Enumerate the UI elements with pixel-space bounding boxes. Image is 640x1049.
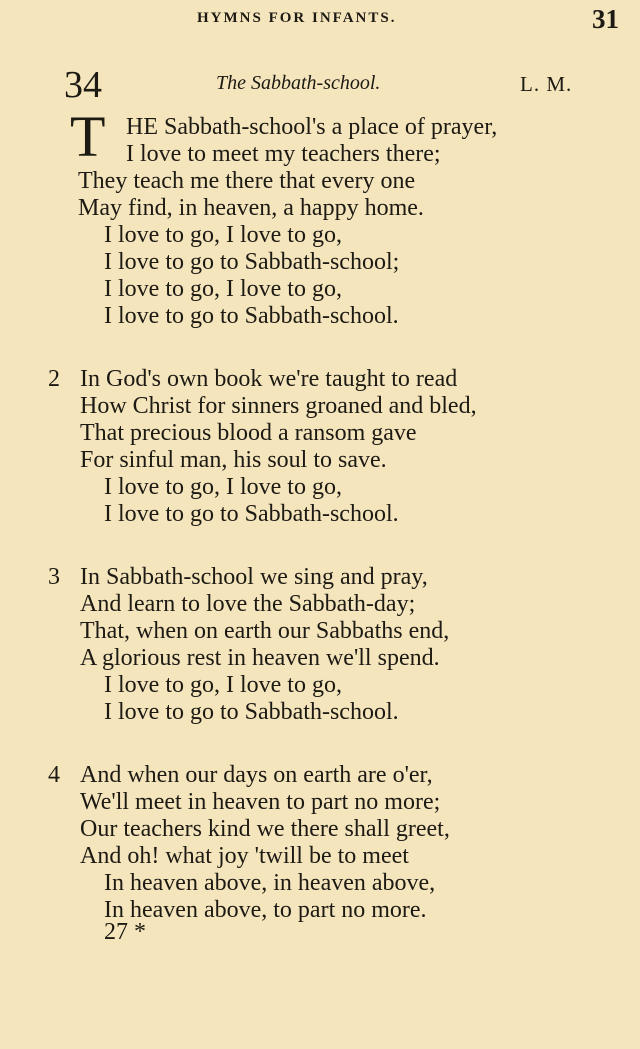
stanza-2-number: 2	[48, 366, 60, 392]
stanza-4-line-6: In heaven above, to part no more.	[104, 897, 427, 923]
hymn-title: The Sabbath-school.	[216, 72, 381, 94]
hymn-meter: L. M.	[520, 72, 573, 96]
stanza-2-line-4: For sinful man, his soul to save.	[80, 447, 387, 473]
stanza-2-line-1: In God's own book we're taught to read	[80, 366, 458, 392]
stanza-4-line-4: And oh! what joy 'twill be to meet	[80, 843, 409, 869]
stanza-1-line-6: I love to go to Sabbath-school;	[104, 249, 400, 275]
stanza-1-line-3: They teach me there that every one	[78, 168, 416, 194]
stanza-1-line-8: I love to go to Sabbath-school.	[104, 303, 399, 329]
stanza-4-line-3: Our teachers kind we there shall greet,	[80, 816, 450, 842]
stanza-2-line-6: I love to go to Sabbath-school.	[104, 501, 399, 527]
stanza-4-line-1: And when our days on earth are o'er,	[80, 762, 433, 788]
stanza-4-number: 4	[48, 762, 60, 788]
stanza-1-line-4: May find, in heaven, a happy home.	[78, 195, 424, 221]
drop-cap: T	[70, 104, 106, 169]
stanza-1-line-7: I love to go, I love to go,	[104, 276, 342, 302]
signature-mark: 27 *	[104, 919, 146, 945]
stanza-2-line-2: How Christ for sinners groaned and bled,	[80, 393, 477, 419]
stanza-3-line-2: And learn to love the Sabbath-day;	[80, 591, 416, 617]
stanza-3-line-5: I love to go, I love to go,	[104, 672, 342, 698]
page-number: 31	[592, 4, 619, 34]
stanza-4-line-2: We'll meet in heaven to part no more;	[80, 789, 441, 815]
stanza-3-line-6: I love to go to Sabbath-school.	[104, 699, 399, 725]
stanza-1-line-2: I love to meet my teachers there;	[126, 141, 441, 167]
running-head: HYMNS FOR INFANTS.	[197, 10, 397, 26]
stanza-1-line-5: I love to go, I love to go,	[104, 222, 342, 248]
hymn-number: 34	[64, 64, 102, 106]
stanza-3-line-3: That, when on earth our Sabbaths end,	[80, 618, 450, 644]
stanza-2-line-3: That precious blood a ransom gave	[80, 420, 417, 446]
stanza-4-line-5: In heaven above, in heaven above,	[104, 870, 436, 896]
stanza-3-number: 3	[48, 564, 60, 590]
stanza-1-line-1: HE Sabbath-school's a place of prayer,	[126, 114, 498, 140]
stanza-3-line-1: In Sabbath-school we sing and pray,	[80, 564, 428, 590]
stanza-2-line-5: I love to go, I love to go,	[104, 474, 342, 500]
stanza-3-line-4: A glorious rest in heaven we'll spend.	[80, 645, 440, 671]
